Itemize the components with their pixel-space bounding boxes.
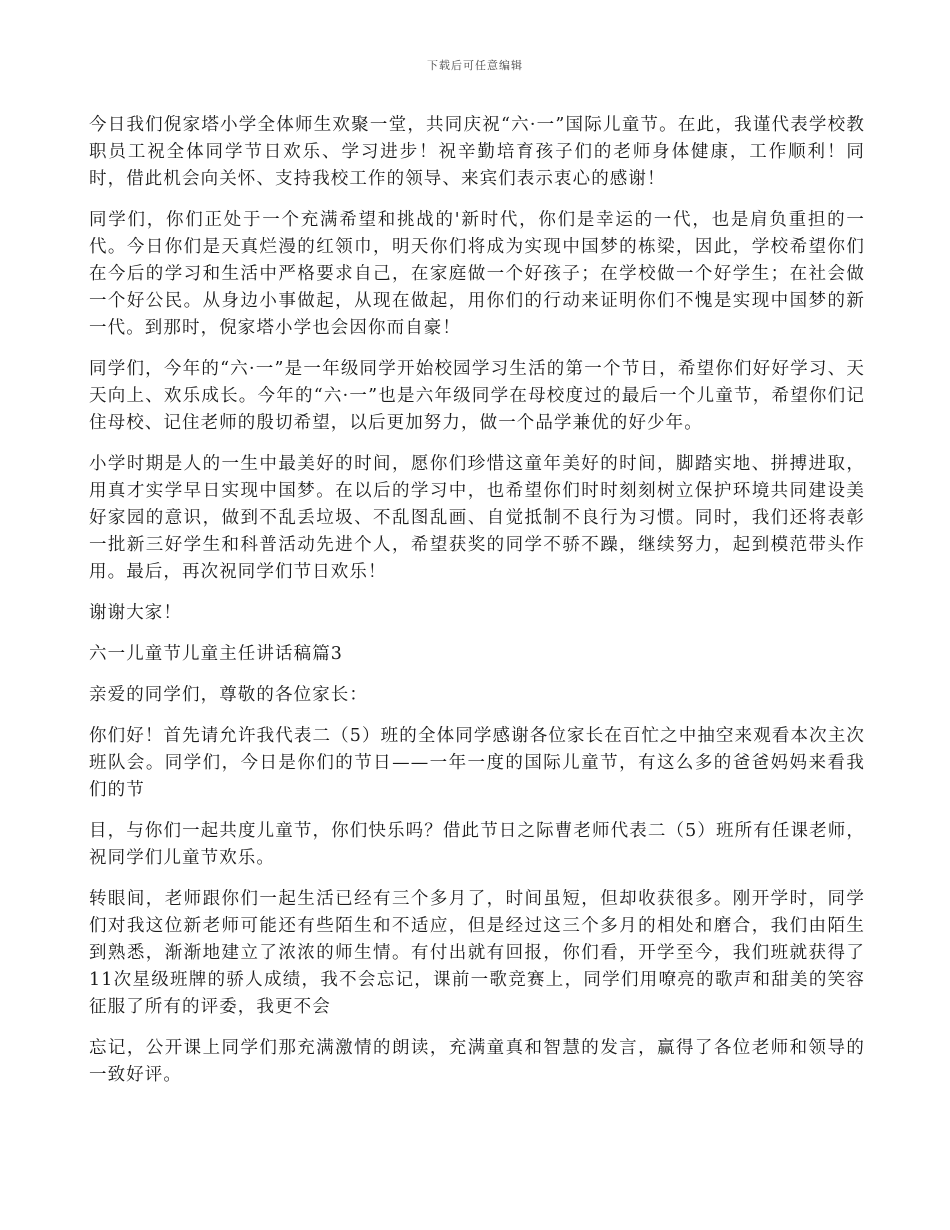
paragraph-welcome: 你们好！首先请允许我代表二（5）班的全体同学感谢各位家长在百忙之中抽空来观看本次主次班队会。同学们，今日是你们的节日——一年一度的国际儿童节，有这么多的爸爸妈妈来看我们的节 [89,726,865,800]
paragraph-grades: 同学们，今年的“六·一”是一年级同学开始校园学习生活的第一个节日，希望你们好好学习、天天向上、欢乐成长。今年的“六·一”也是六年级同学在母校度过的最后一个儿童节，希望你们记住母校、记住老师的殷切希望，以后更加努力，做一个品学兼优的好少年。 [89,359,865,433]
paragraph-open-class: 忘记，公开课上同学们那充满激情的朗读，充满童真和智慧的发言，赢得了各位老师和领导的一致好评。 [89,1038,865,1085]
paragraph-achievements: 转眼间，老师跟你们一起生活已经有三个多月了，时间虽短，但却收获很多。刚开学时，同学们对我这位新老师可能还有些陌生和不适应，但是经过这三个多月的相处和磨合，我们由陌生到熟悉，渐渐地建立了浓浓的师生情。有付出就有回报，你们看，开学至今，我们班就获得了11次星级班牌的骄人成绩，我不会忘记，课前一歌竞赛上，同学们用嘹亮的歌声和甜美的笑容征服了所有的评委，我更不会 [89,889,865,1017]
paragraph-holiday: 目，与你们一起共度儿童节，你们快乐吗？借此节日之际曹老师代表二（5）班所有任课老师，祝同学们儿童节欢乐。 [89,821,865,868]
paragraph-thanks: 谢谢大家！ [89,603,182,623]
paragraph-new-era: 同学们，你们正处于一个充满希望和挑战的'新时代，你们是幸运的一代，也是肩负重担的一代。今日你们是天真烂漫的红领巾，明天你们将成为实现中国梦的栋梁，因此，学校希望你们在今后的学习和生活中严格要求自己，在家庭做一个好孩子；在学校做一个好学生；在社会做一个好公民。从身边小事做起，从现在做起，用你们的行动来证明你们不愧是实现中国梦的新一代。到那时，倪家塔小学也会因你而自豪！ [89,210,865,338]
document-body [89,112,865,1103]
page-header-note: 下载后可任意编辑 [427,59,523,72]
paragraph-childhood: 小学时期是人的一生中最美好的时间，愿你们珍惜这童年美好的时间，脚踏实地、拼搏进取，用真才实学早日实现中国梦。在以后的学习中，也希望你们时时刻刻树立保护环境共同建设美好家园的意识，做到不乱丢垃圾、不乱图乱画、自觉抵制不良行为习惯。同时，我们还将表彰一批新三好学生和科普活动先进个人，希望获奖的同学不骄不躁，继续努力，起到模范带头作用。最后，再次祝同学们节日欢乐！ [89,454,865,582]
section-title: 六一儿童节儿童主任讲话稿篇3 [89,644,344,664]
paragraph-greeting: 今日我们倪家塔小学全体师生欢聚一堂，共同庆祝“六·一”国际儿童节。在此，我谨代表学校教职员工祝全体同学节日欢乐、学习进步！祝辛勤培育孩子们的老师身体健康，工作顺利！同时，借此机会向关怀、支持我校工作的领导、来宾们表示衷心的感谢！ [89,115,865,189]
paragraph-salutation: 亲爱的同学们，尊敬的各位家长： [89,685,368,705]
